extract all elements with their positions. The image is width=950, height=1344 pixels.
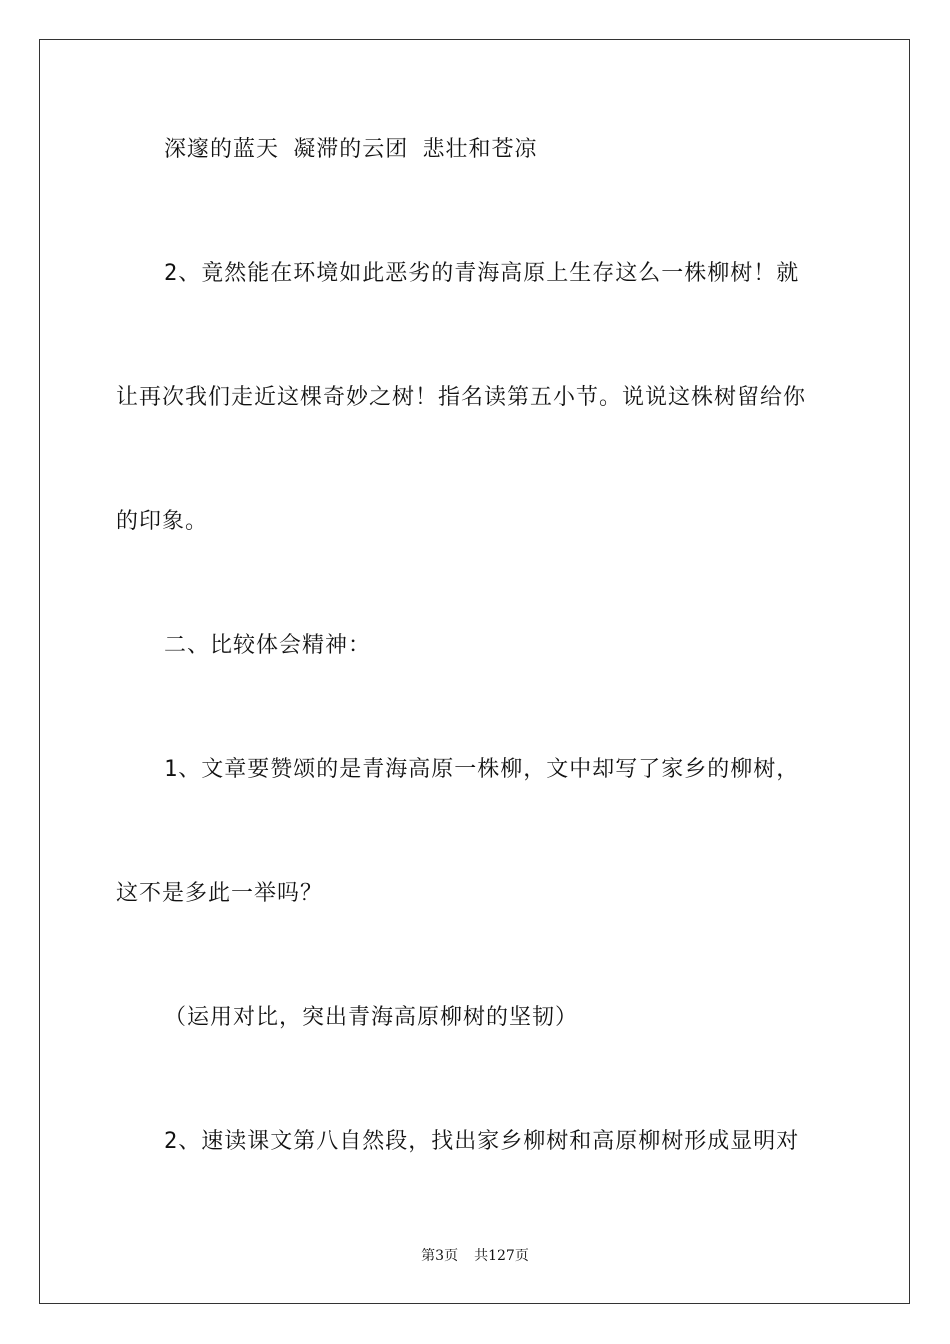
- section-heading: 二、比较体会精神：: [164, 633, 372, 658]
- text-line-1: 深邃的蓝天 凝滞的云团 悲壮和苍凉: [164, 137, 538, 162]
- page-footer: [0, 1246, 950, 1266]
- text-line-4: 的印象。: [116, 509, 209, 534]
- text-line-8: （运用对比，突出青海高原柳树的坚韧）: [164, 1005, 579, 1030]
- text-line-9: 2、速读课文第八自然段，找出家乡柳树和高原柳树形成显明对: [164, 1129, 800, 1154]
- page-border: [39, 39, 910, 1304]
- text-line-3: 让再次我们走近这棵奇妙之树！指名读第五小节。说说这株树留给你: [116, 385, 807, 410]
- page-total: 共127页: [474, 1248, 529, 1264]
- text-line-7: 这不是多此一举吗？: [116, 881, 324, 906]
- page-number: 第3页: [421, 1248, 459, 1264]
- text-line-6: 1、文章要赞颂的是青海高原一株柳，文中却写了家乡的柳树，: [164, 757, 800, 782]
- text-line-2: 2、竟然能在环境如此恶劣的青海高原上生存这么一株柳树！就: [164, 261, 800, 286]
